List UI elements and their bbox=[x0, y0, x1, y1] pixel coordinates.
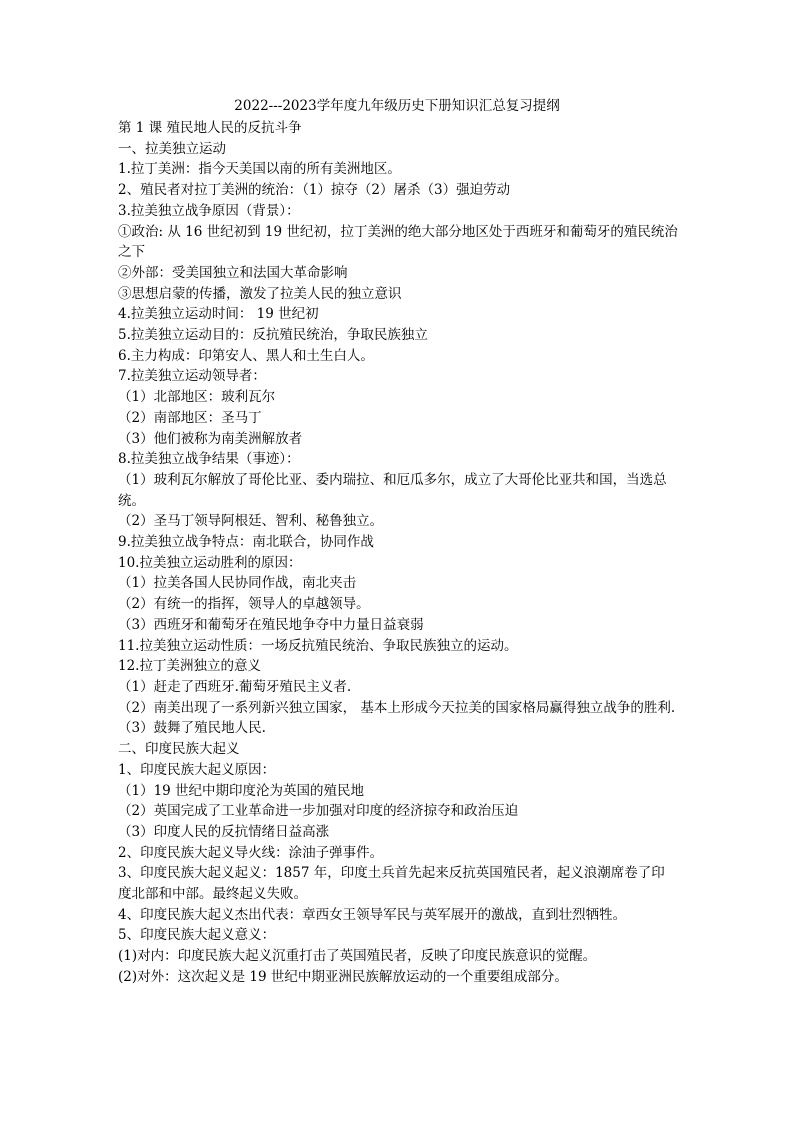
text-line: （2）南部地区：圣马丁 bbox=[118, 409, 262, 426]
text-line: （1）19 世纪中期印度沦为英国的殖民地 bbox=[118, 782, 365, 799]
text-line: （3）印度人民的反抗情绪日益高涨 bbox=[118, 823, 330, 840]
section-heading: 一、拉美独立运动 bbox=[118, 140, 226, 157]
text-line: （3）鼓舞了殖民地人民. bbox=[118, 720, 266, 737]
text-line: 4.拉美独立运动时间： 19 世纪初 bbox=[118, 306, 319, 323]
text-line: 6.主力构成：印第安人、黑人和土生白人。 bbox=[118, 347, 374, 364]
text-line: （1）玻利瓦尔解放了哥伦比亚、委内瑞拉、和厄瓜多尔，成立了大哥伦比亚共和国，当选总统。 bbox=[118, 471, 667, 509]
text-line: （2）圣马丁领导阿根廷、智利、秘鲁独立。 bbox=[118, 513, 384, 530]
text-line: 7.拉美独立运动领导者： bbox=[118, 368, 266, 385]
text-line: 3.拉美独立战争原因（背景）： bbox=[118, 202, 300, 219]
text-line: 5.拉美独立运动目的：反抗殖民统治，争取民族独立 bbox=[118, 327, 428, 344]
text-line: (2)对外：这次起义是 19 世纪中期亚洲民族解放运动的一个重要组成部分。 bbox=[118, 968, 568, 985]
text-line: 2、殖民者对拉丁美洲的统治：（1）掠夺（2）屠杀（3）强迫劳动 bbox=[118, 182, 511, 199]
text-line: 1.拉丁美洲：指今天美国以南的所有美洲地区。 bbox=[118, 161, 401, 178]
text-line: 4、印度民族大起义杰出代表：章西女王领导军民与英军展开的激战，直到壮烈牺牲。 bbox=[118, 906, 627, 923]
text-line: ③思想启蒙的传播，激发了拉美人民的独立意识 bbox=[118, 285, 402, 302]
text-line: （2）南美出现了一系列新兴独立国家， 基本上形成今天拉美的国家格局赢得独立战争的胜利. bbox=[118, 699, 676, 716]
text-line: 9.拉美独立战争特点：南北联合，协同作战 bbox=[118, 534, 374, 551]
text-line: ①政治: 从 16 世纪初到 19 世纪初，拉丁美洲的绝大部分地区处于西班牙和葡萄牙的殖民统治之下 bbox=[118, 223, 678, 261]
text-line: （1）北部地区：玻利瓦尔 bbox=[118, 389, 276, 406]
text-line: （3）西班牙和葡萄牙在殖民地争夺中力量日益衰弱 bbox=[118, 616, 424, 633]
section-heading: 二、印度民族大起义 bbox=[118, 741, 240, 758]
text-line: 1、印度民族大起义原因： bbox=[118, 761, 276, 778]
text-line: （1）赶走了西班牙.葡萄牙殖民主义者. bbox=[118, 678, 352, 695]
text-line: （1）拉美各国人民协同作战，南北夹击 bbox=[118, 575, 357, 592]
text-line: 12.拉丁美洲独立的意义 bbox=[118, 658, 261, 675]
text-line: 2、印度民族大起义导火线：涂油子弹事件。 bbox=[118, 844, 384, 861]
text-line: 5、印度民族大起义意义： bbox=[118, 927, 276, 944]
text-line: 8.拉美独立战争结果（事迹）： bbox=[118, 451, 300, 468]
text-line: ②外部：受美国独立和法国大革命影响 bbox=[118, 264, 348, 281]
text-line: 10.拉美独立运动胜利的原因： bbox=[118, 554, 302, 571]
text-line: 3、印度民族大起义起义：1857 年，印度土兵首先起来反抗英国殖民者，起义浪潮席卷了印度北部和中部。最终起义失败。 bbox=[118, 865, 665, 903]
text-line: （3）他们被称为南美洲解放者 bbox=[118, 430, 303, 447]
document-body bbox=[118, 118, 678, 988]
text-line: (1)对内：印度民族大起义沉重打击了英国殖民者，反映了印度民族意识的觉醒。 bbox=[118, 948, 597, 965]
lesson-heading: 第 1 课 殖民地人民的反抗斗争 bbox=[118, 120, 302, 136]
text-line: 11.拉美独立运动性质：一场反抗殖民统治、争取民族独立的运动。 bbox=[118, 637, 518, 654]
text-line: （2）英国完成了工业革命进一步加强对印度的经济掠夺和政治压迫 bbox=[118, 803, 519, 820]
document-title: 2022---2023学年度九年级历史下册知识汇总复习提纲 bbox=[234, 98, 560, 114]
text-line: （2）有统一的指挥，领导人的卓越领导。 bbox=[118, 596, 370, 613]
